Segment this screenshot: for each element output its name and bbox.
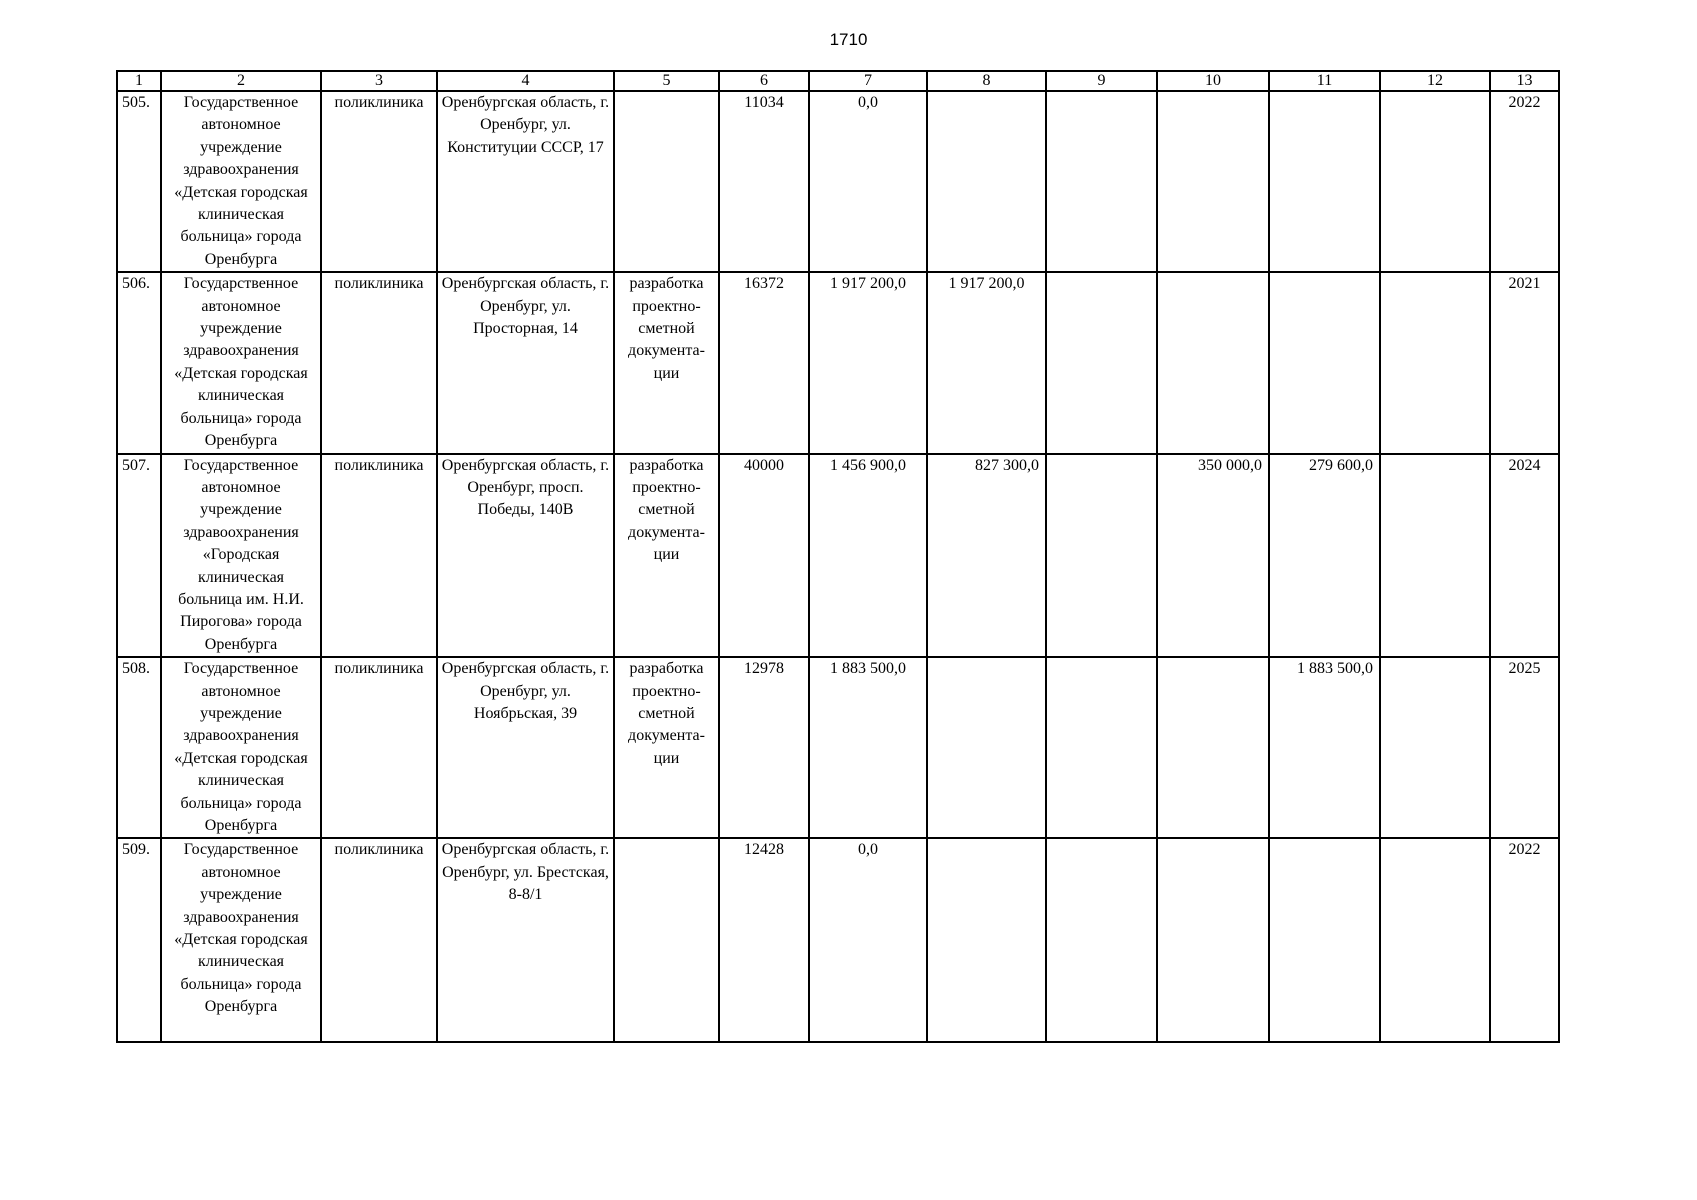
total-cell: 0,0 bbox=[809, 91, 927, 272]
total-cell: 1 883 500,0 bbox=[809, 657, 927, 838]
page-number: 1710 bbox=[829, 30, 868, 49]
table-row bbox=[117, 91, 1559, 272]
row-number: 506. bbox=[117, 272, 161, 453]
area-cell: 12978 bbox=[719, 657, 809, 838]
table-row bbox=[117, 657, 1559, 838]
address-cell: Оренбургская область, г. Оренбург, ул. Просторная, 14 bbox=[437, 272, 614, 453]
organization-cell: Государственное автономное учреждение здравоохранения «Детская городская клиническая больница» города Оренбурга bbox=[161, 657, 321, 838]
column-header: 6 bbox=[719, 71, 809, 91]
table-row bbox=[117, 272, 1559, 453]
area-cell: 16372 bbox=[719, 272, 809, 453]
work-type-cell bbox=[614, 838, 719, 1042]
row-number: 509. bbox=[117, 838, 161, 1042]
col11-cell: 1 883 500,0 bbox=[1269, 657, 1380, 838]
column-header: 2 bbox=[161, 71, 321, 91]
col10-cell: 350 000,0 bbox=[1157, 454, 1269, 658]
organization-cell: Государственное автономное учреждение здравоохранения «Детская городская клиническая больница» города Оренбурга bbox=[161, 91, 321, 272]
address-cell: Оренбургская область, г. Оренбург, ул. Ноябрьская, 39 bbox=[437, 657, 614, 838]
column-header: 7 bbox=[809, 71, 927, 91]
col9-cell bbox=[1046, 838, 1157, 1042]
year-cell: 2025 bbox=[1490, 657, 1559, 838]
column-header: 8 bbox=[927, 71, 1046, 91]
year-cell: 2022 bbox=[1490, 838, 1559, 1042]
area-cell: 40000 bbox=[719, 454, 809, 658]
work-type-cell: разработка проектно-сметной документа-ции bbox=[614, 657, 719, 838]
year-cell: 2024 bbox=[1490, 454, 1559, 658]
col9-cell bbox=[1046, 657, 1157, 838]
organization-cell: Государственное автономное учреждение здравоохранения «Детская городская клиническая больница» города Оренбурга bbox=[161, 838, 321, 1042]
area-cell: 12428 bbox=[719, 838, 809, 1042]
object-type-cell: поликлиника bbox=[321, 454, 437, 658]
col8-cell bbox=[927, 91, 1046, 272]
col9-cell bbox=[1046, 454, 1157, 658]
col11-cell bbox=[1269, 91, 1380, 272]
col8-cell bbox=[927, 838, 1046, 1042]
col11-cell: 279 600,0 bbox=[1269, 454, 1380, 658]
total-cell: 1 917 200,0 bbox=[809, 272, 927, 453]
col8-cell bbox=[927, 657, 1046, 838]
column-header: 4 bbox=[437, 71, 614, 91]
row-number: 508. bbox=[117, 657, 161, 838]
address-cell: Оренбургская область, г. Оренбург, просп. Победы, 140В bbox=[437, 454, 614, 658]
col12-cell bbox=[1380, 91, 1490, 272]
column-header: 5 bbox=[614, 71, 719, 91]
total-cell: 0,0 bbox=[809, 838, 927, 1042]
table-row bbox=[117, 838, 1559, 1042]
col12-cell bbox=[1380, 272, 1490, 453]
total-cell: 1 456 900,0 bbox=[809, 454, 927, 658]
column-header: 9 bbox=[1046, 71, 1157, 91]
table-header-row bbox=[117, 71, 1559, 91]
year-cell: 2021 bbox=[1490, 272, 1559, 453]
work-type-cell: разработка проектно-сметной документа-ции bbox=[614, 454, 719, 658]
area-cell: 11034 bbox=[719, 91, 809, 272]
column-header: 3 bbox=[321, 71, 437, 91]
object-type-cell: поликлиника bbox=[321, 272, 437, 453]
col11-cell bbox=[1269, 838, 1380, 1042]
object-type-cell: поликлиника bbox=[321, 838, 437, 1042]
column-header: 1 bbox=[117, 71, 161, 91]
organization-cell: Государственное автономное учреждение здравоохранения «Детская городская клиническая больница» города Оренбурга bbox=[161, 272, 321, 453]
col12-cell bbox=[1380, 454, 1490, 658]
objects-table bbox=[116, 70, 1560, 1043]
col10-cell bbox=[1157, 91, 1269, 272]
col12-cell bbox=[1380, 657, 1490, 838]
col12-cell bbox=[1380, 838, 1490, 1042]
col8-cell: 827 300,0 bbox=[927, 454, 1046, 658]
object-type-cell: поликлиника bbox=[321, 657, 437, 838]
work-type-cell: разработка проектно-сметной документа-ции bbox=[614, 272, 719, 453]
organization-cell: Государственное автономное учреждение здравоохранения «Городская клиническая больница им. Н.И. Пирогова» города Оренбурга bbox=[161, 454, 321, 658]
work-type-cell bbox=[614, 91, 719, 272]
col10-cell bbox=[1157, 838, 1269, 1042]
column-header: 11 bbox=[1269, 71, 1380, 91]
address-cell: Оренбургская область, г. Оренбург, ул. Брестская, 8-8/1 bbox=[437, 838, 614, 1042]
col9-cell bbox=[1046, 272, 1157, 453]
table-row bbox=[117, 454, 1559, 658]
col8-cell: 1 917 200,0 bbox=[927, 272, 1046, 453]
col11-cell bbox=[1269, 272, 1380, 453]
year-cell: 2022 bbox=[1490, 91, 1559, 272]
row-number: 505. bbox=[117, 91, 161, 272]
col10-cell bbox=[1157, 272, 1269, 453]
row-number: 507. bbox=[117, 454, 161, 658]
object-type-cell: поликлиника bbox=[321, 91, 437, 272]
column-header: 13 bbox=[1490, 71, 1559, 91]
column-header: 10 bbox=[1157, 71, 1269, 91]
col9-cell bbox=[1046, 91, 1157, 272]
column-header: 12 bbox=[1380, 71, 1490, 91]
address-cell: Оренбургская область, г. Оренбург, ул. Конституции СССР, 17 bbox=[437, 91, 614, 272]
col10-cell bbox=[1157, 657, 1269, 838]
